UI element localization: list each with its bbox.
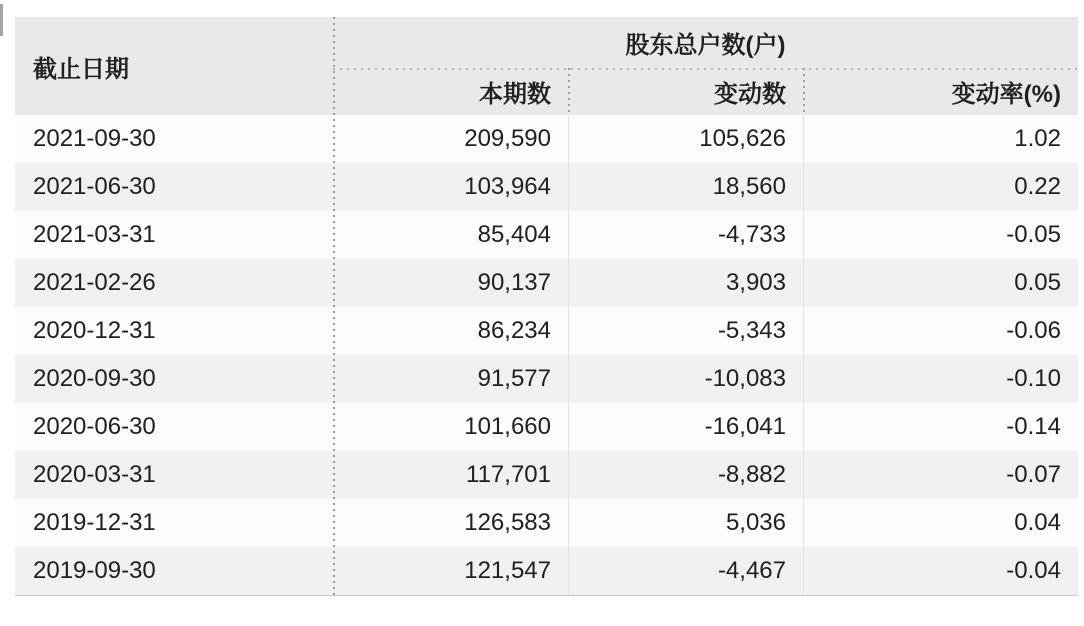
change-cell: -8,882 — [568, 451, 803, 499]
table-row — [15, 355, 1078, 403]
table-body — [15, 115, 1078, 595]
cutoff-date-cell: 2021-03-31 — [15, 211, 333, 259]
change-rate-cell: 1.02 — [803, 115, 1078, 163]
change-rate-cell: -0.04 — [803, 547, 1078, 595]
table-row — [15, 115, 1078, 163]
current-period-cell: 91,577 — [333, 355, 568, 403]
change-rate-cell: 0.05 — [803, 259, 1078, 307]
column-header-current-period: 本期数 — [333, 68, 568, 115]
cutoff-date-cell: 2019-09-30 — [15, 547, 333, 595]
screenshot-edge-artifact — [0, 4, 3, 36]
current-period-cell: 103,964 — [333, 163, 568, 211]
cutoff-date-cell: 2020-09-30 — [15, 355, 333, 403]
current-period-cell: 209,590 — [333, 115, 568, 163]
cutoff-date-cell: 2020-03-31 — [15, 451, 333, 499]
table-row — [15, 547, 1078, 595]
current-period-cell: 101,660 — [333, 403, 568, 451]
change-cell: -16,041 — [568, 403, 803, 451]
current-period-cell: 90,137 — [333, 259, 568, 307]
group-header-total-shareholders: 股东总户数(户) — [333, 17, 1078, 68]
change-cell: 5,036 — [568, 499, 803, 547]
change-rate-cell: -0.14 — [803, 403, 1078, 451]
column-header-change-rate: 变动率(%) — [803, 68, 1078, 115]
table-bottom-border — [15, 595, 1078, 596]
cutoff-date-cell: 2020-12-31 — [15, 307, 333, 355]
change-rate-cell: -0.05 — [803, 211, 1078, 259]
change-rate-cell: 0.22 — [803, 163, 1078, 211]
change-cell: 3,903 — [568, 259, 803, 307]
change-cell: 105,626 — [568, 115, 803, 163]
cutoff-date-cell: 2021-09-30 — [15, 115, 333, 163]
shareholder-table-container — [15, 17, 1078, 595]
change-cell: -10,083 — [568, 355, 803, 403]
change-cell: -4,467 — [568, 547, 803, 595]
current-period-cell: 117,701 — [333, 451, 568, 499]
table-row — [15, 307, 1078, 355]
table-row — [15, 211, 1078, 259]
current-period-cell: 126,583 — [333, 499, 568, 547]
change-rate-cell: -0.06 — [803, 307, 1078, 355]
change-rate-cell: 0.04 — [803, 499, 1078, 547]
table-row — [15, 163, 1078, 211]
change-rate-cell: -0.10 — [803, 355, 1078, 403]
change-cell: -5,343 — [568, 307, 803, 355]
change-cell: 18,560 — [568, 163, 803, 211]
current-period-cell: 85,404 — [333, 211, 568, 259]
cutoff-date-cell: 2019-12-31 — [15, 499, 333, 547]
table-row — [15, 451, 1078, 499]
table-row — [15, 259, 1078, 307]
column-header-cutoff-date: 截止日期 — [15, 17, 333, 115]
table-header — [15, 17, 1078, 115]
current-period-cell: 86,234 — [333, 307, 568, 355]
cutoff-date-cell: 2021-02-26 — [15, 259, 333, 307]
shareholder-count-table — [15, 17, 1078, 595]
change-cell: -4,733 — [568, 211, 803, 259]
cutoff-date-cell: 2020-06-30 — [15, 403, 333, 451]
table-row — [15, 403, 1078, 451]
cutoff-date-cell: 2021-06-30 — [15, 163, 333, 211]
table-row — [15, 499, 1078, 547]
column-header-change: 变动数 — [568, 68, 803, 115]
change-rate-cell: -0.07 — [803, 451, 1078, 499]
current-period-cell: 121,547 — [333, 547, 568, 595]
